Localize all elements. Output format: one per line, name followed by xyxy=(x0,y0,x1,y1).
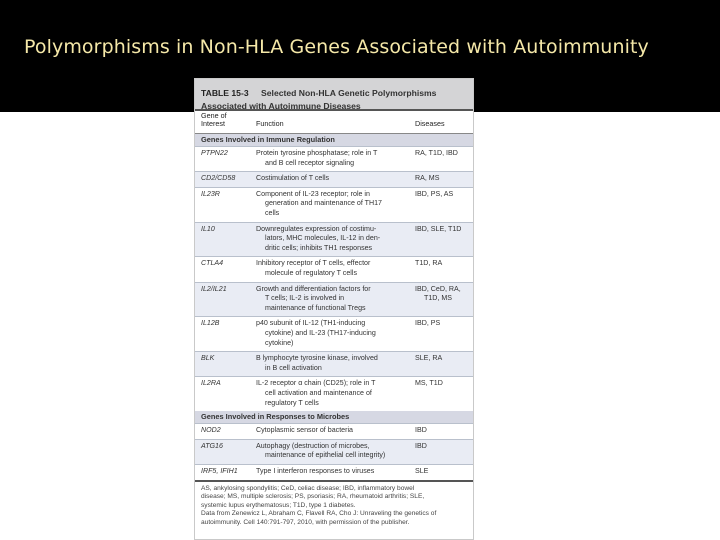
table-footnote xyxy=(195,480,473,531)
gene-cell: IL10 xyxy=(201,224,215,233)
function-line: cytokine) xyxy=(265,338,294,347)
function-line: Protein tyrosine phosphatase; role in T xyxy=(256,149,378,157)
section-header: Genes Involved in Immune Regulation xyxy=(195,134,473,146)
table-row xyxy=(195,351,473,376)
function-line: and B cell receptor signaling xyxy=(265,158,355,167)
gene-cell: ATG16 xyxy=(201,441,223,450)
function-line: Inhibitory receptor of T cells, effector xyxy=(256,259,371,268)
diseases-cell xyxy=(415,190,473,200)
table-row xyxy=(195,256,473,281)
function-line: Type I interferon responses to viruses xyxy=(256,466,375,475)
function-line: Growth and differentiation factors for xyxy=(256,284,371,293)
diseases-cell xyxy=(415,467,473,477)
function-line: cytokine) and IL-23 (TH17-inducing xyxy=(265,328,376,337)
function-line: IL-2 receptor α chain (CD25); role in T xyxy=(256,379,376,388)
gene-cell: CD2/CD58 xyxy=(201,174,236,183)
table-row xyxy=(195,376,473,411)
section-header: Genes Involved in Responses to Microbes xyxy=(195,411,473,423)
function-cell xyxy=(256,379,406,408)
gene-cell: IL2/IL21 xyxy=(201,284,227,293)
function-cell xyxy=(256,225,406,254)
gene-cell: CTLA4 xyxy=(201,259,224,268)
function-line: in B cell activation xyxy=(265,363,322,372)
function-line: Autophagy (destruction of microbes, xyxy=(256,441,370,450)
gene-cell: IL12B xyxy=(201,319,220,328)
diseases-cell xyxy=(415,225,473,235)
footnote-line: systemic lupus erythematosus; T1D, type 1 diabetes. xyxy=(201,501,356,509)
header-function: Function xyxy=(256,119,284,128)
function-cell xyxy=(256,149,406,168)
diseases-cell xyxy=(415,174,473,184)
footnote-line: Data from Zenewicz L, Abraham C, Flavell RA, Cho J: Unraveling the genetics of xyxy=(201,510,437,518)
diseases-cell xyxy=(415,149,473,159)
function-cell xyxy=(256,319,406,348)
diseases-cell xyxy=(415,379,473,389)
function-cell xyxy=(256,285,406,314)
function-line: maintenance of epithelial cell integrity) xyxy=(265,451,386,460)
diseases-line: IBD, PS, AS xyxy=(415,189,454,198)
diseases-line: IBD, SLE, T1D xyxy=(415,224,462,233)
table-figure xyxy=(194,78,474,540)
gene-cell: IL23R xyxy=(201,189,220,198)
gene-cell: BLK xyxy=(201,354,215,363)
diseases-line: IBD, CeD, RA, xyxy=(415,284,461,293)
function-cell xyxy=(256,190,406,219)
function-line: lators, MHC molecules, IL-12 in den- xyxy=(265,234,381,243)
function-line: T cells; IL-2 is involved in xyxy=(265,294,345,303)
diseases-cell xyxy=(415,354,473,364)
function-cell xyxy=(256,259,406,278)
table-body xyxy=(195,134,473,480)
table-row xyxy=(195,439,473,464)
function-line: cells xyxy=(265,208,280,217)
function-cell xyxy=(256,442,406,461)
diseases-cell xyxy=(415,285,473,304)
header-gene xyxy=(201,112,227,128)
function-line: maintenance of functional Tregs xyxy=(265,303,366,312)
column-headers xyxy=(195,111,473,134)
gene-cell: PTPN22 xyxy=(201,149,228,157)
slide-title: Polymorphisms in Non-HLA Genes Associated with Autoimmunity xyxy=(24,36,649,58)
header-gene-line2: Interest xyxy=(201,119,225,128)
footnote-line: AS, ankylosing spondylitis; CeD, celiac disease; IBD, inflammatory bowel xyxy=(201,484,415,492)
function-line: Component of IL-23 receptor; role in xyxy=(256,189,370,198)
diseases-line: RA, MS xyxy=(415,174,440,183)
header-diseases: Diseases xyxy=(415,119,445,128)
function-line: molecule of regulatory T cells xyxy=(265,268,358,277)
footnote-line: autoimmunity. Cell 140:791-797, 2010, with permission of the publisher. xyxy=(201,518,410,526)
function-line: generation and maintenance of TH17 xyxy=(265,199,382,208)
function-line: Downregulates expression of costimu- xyxy=(256,224,377,233)
diseases-line: MS, T1D xyxy=(415,379,443,388)
function-line: dritic cells; inhibits TH1 responses xyxy=(265,243,373,252)
diseases-cell xyxy=(415,319,473,329)
function-line: Costimulation of T cells xyxy=(256,174,330,183)
function-cell xyxy=(256,467,406,477)
table-caption-line2: Associated with Autoimmune Diseases xyxy=(201,101,361,111)
table-row xyxy=(195,282,473,317)
table-row xyxy=(195,423,473,439)
diseases-line: SLE xyxy=(415,466,429,475)
gene-cell: IRF5, IFIH1 xyxy=(201,466,238,475)
gene-cell: IL2RA xyxy=(201,379,221,388)
diseases-cell xyxy=(415,259,473,269)
diseases-cell xyxy=(415,426,473,436)
footnote-line: disease; MS, multiple sclerosis; PS, psoriasis; RA, rheumatoid arthritis; SLE, xyxy=(201,493,425,501)
diseases-line: IBD, PS xyxy=(415,319,441,328)
table-row xyxy=(195,187,473,222)
function-line: Cytoplasmic sensor of bacteria xyxy=(256,426,353,435)
gene-cell: NOD2 xyxy=(201,426,221,435)
table-row xyxy=(195,222,473,257)
table-caption-line1: Selected Non-HLA Genetic Polymorphisms xyxy=(261,88,437,98)
header-gene-line1: Gene of xyxy=(201,111,227,120)
diseases-line: T1D, MS xyxy=(424,294,452,303)
table-row xyxy=(195,171,473,187)
diseases-line: SLE, RA xyxy=(415,354,443,363)
table-caption xyxy=(195,79,473,111)
diseases-line: IBD xyxy=(415,441,427,450)
function-cell xyxy=(256,174,406,184)
function-cell xyxy=(256,354,406,373)
diseases-line: T1D, RA xyxy=(415,259,443,268)
diseases-line: IBD xyxy=(415,426,427,435)
function-cell xyxy=(256,426,406,436)
diseases-cell xyxy=(415,442,473,452)
table-row xyxy=(195,146,473,171)
diseases-line: RA, T1D, IBD xyxy=(415,149,458,157)
function-line: p40 subunit of IL-12 (TH1-inducing xyxy=(256,319,366,328)
table-number: TABLE 15-3 xyxy=(201,88,249,98)
function-line: regulatory T cells xyxy=(265,398,319,407)
table-row xyxy=(195,316,473,351)
function-line: B lymphocyte tyrosine kinase, involved xyxy=(256,354,378,363)
table-row xyxy=(195,464,473,480)
function-line: cell activation and maintenance of xyxy=(265,388,372,397)
